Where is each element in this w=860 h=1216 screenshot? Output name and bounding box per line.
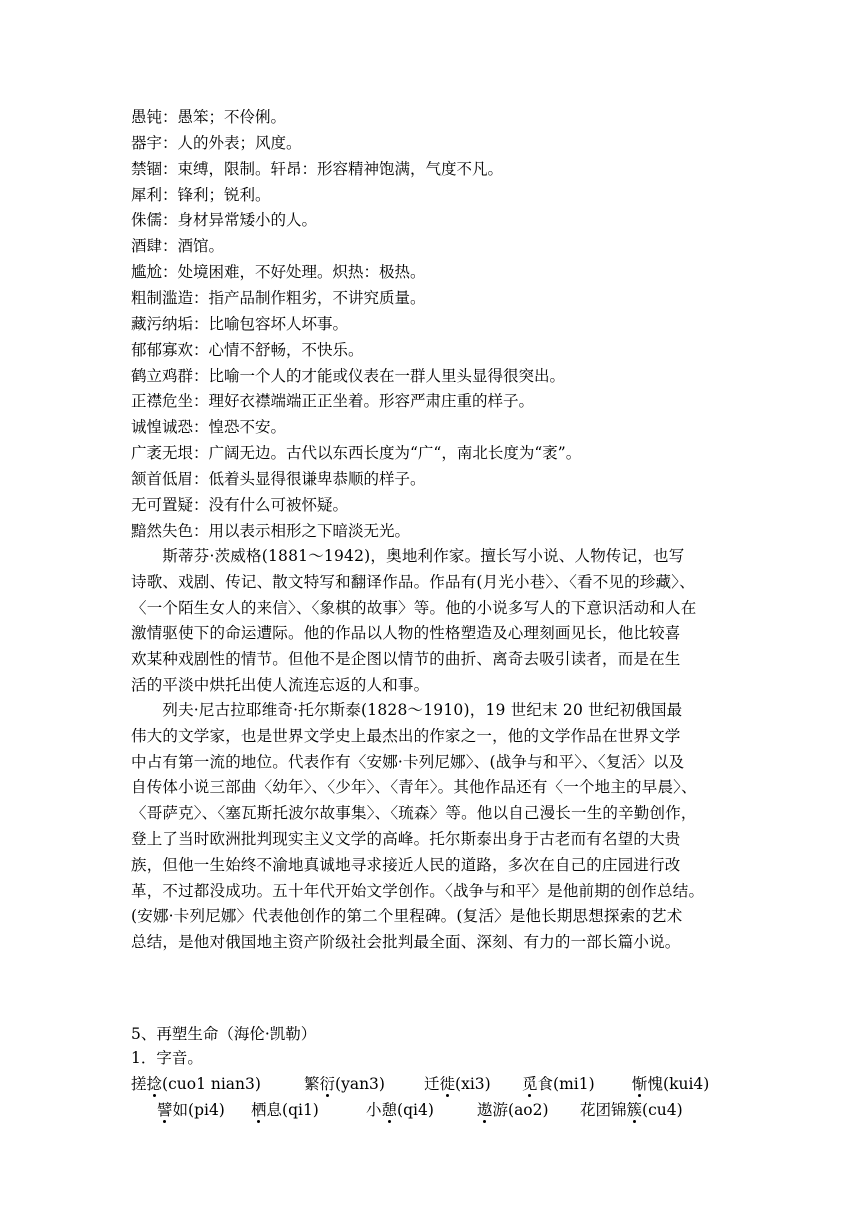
pinyin-target-char: 遨 bbox=[477, 1101, 493, 1119]
pinyin-text: 小 bbox=[366, 1101, 382, 1119]
pinyin-text: 搓 bbox=[131, 1075, 147, 1093]
glossary-item: 正襟危坐：理好衣襟端端正正坐着。形容严肃庄重的样子。 bbox=[131, 392, 535, 410]
glossary-item: 郁郁寡欢：心情不舒畅，不快乐。 bbox=[131, 341, 364, 359]
pinyin-text: 繁 bbox=[304, 1075, 320, 1093]
pinyin-text: (cu4) bbox=[642, 1101, 683, 1119]
paragraph-line: 总结，是他对俄国地主资产阶级社会批判最全面、深刻、有力的一部长篇小说。 bbox=[131, 933, 681, 951]
pinyin-text: 游(ao2) bbox=[492, 1101, 549, 1119]
pinyin-item bbox=[157, 1100, 225, 1120]
paragraph-line: 〈哥萨克〉、〈塞瓦斯托波尔故事集〉、〈琉森〉等。他以自己漫长一生的辛勤创作， bbox=[131, 804, 697, 822]
pinyin-item bbox=[632, 1074, 709, 1094]
pinyin-target-char: 栖 bbox=[251, 1101, 267, 1119]
glossary-item: 尴尬：处境困难，不好处理。炽热：极热。 bbox=[131, 263, 426, 281]
pinyin-text: 息(qi1) bbox=[266, 1101, 319, 1119]
pinyin-target-char: 惭 bbox=[632, 1075, 648, 1093]
paragraph-line: (安娜·卡列尼娜〉代表他创作的第二个里程碑。(复活〉是他长期思想探索的艺术 bbox=[131, 907, 683, 925]
pinyin-text: 如(pi4) bbox=[172, 1101, 225, 1119]
pinyin-target-char: 簇 bbox=[626, 1101, 643, 1119]
glossary-item: 广袤无垠：广阔无边。古代以东西长度为“广“，南北长度为“袤”。 bbox=[131, 444, 582, 462]
pinyin-item bbox=[304, 1074, 385, 1094]
pinyin-item bbox=[131, 1074, 261, 1094]
glossary-item: 颔首低眉：低着头显得很谦卑恭顺的样子。 bbox=[131, 470, 426, 488]
paragraph-line: 欢某种戏剧性的情节。但他不是企图以情节的曲折、离奇去吸引读者，而是在生 bbox=[131, 650, 681, 668]
pinyin-target-char: 衍 bbox=[319, 1075, 336, 1093]
glossary-item: 器宇：人的外表；风度。 bbox=[131, 134, 302, 152]
glossary-item: 藏污纳垢：比喻包容坏人坏事。 bbox=[131, 315, 349, 333]
pinyin-text: 愧(kui4) bbox=[647, 1075, 710, 1093]
pinyin-item bbox=[424, 1074, 491, 1094]
paragraph-line: 活的平淡中烘托出使人流连忘返的人和事。 bbox=[131, 676, 430, 694]
glossary-item: 愚钝：愚笨；不伶俐。 bbox=[131, 108, 287, 126]
pinyin-item bbox=[522, 1074, 595, 1094]
pinyin-target-char: 徙 bbox=[439, 1075, 456, 1093]
glossary-item: 犀利：锋利；锐利。 bbox=[131, 186, 271, 204]
paragraph-line: 激情驱使下的命运遭际。他的作品以人物的性格塑造及心理刻画见长，他比较喜 bbox=[131, 624, 681, 642]
paragraph-line: 列夫·尼古拉耶维奇·托尔斯泰(1828～1910)，19 世纪末 20 世纪初俄国最 bbox=[131, 701, 683, 719]
paragraph-line: 自传体小说三部曲〈幼年〉、〈少年〉、〈青年〉。其他作品还有〈一个地主的早晨〉、 bbox=[131, 778, 697, 796]
pinyin-text: 食(mi1) bbox=[537, 1075, 595, 1093]
pinyin-text: (xi3) bbox=[455, 1075, 491, 1093]
pinyin-text: (yan3) bbox=[335, 1075, 385, 1093]
paragraph-line: 中占有第一流的地位。代表作有〈安娜·卡列尼娜〉、(战争与和平〉、〈复活〉以及 bbox=[131, 753, 685, 771]
pinyin-target-char: 譬 bbox=[157, 1101, 173, 1119]
pinyin-text: (cuo1 nian3) bbox=[162, 1075, 261, 1093]
glossary-item: 侏儒：身材异常矮小的人。 bbox=[131, 211, 318, 229]
glossary-item: 黯然失色：用以表示相形之下暗淡无光。 bbox=[131, 522, 411, 540]
pinyin-target-char: 憩 bbox=[381, 1101, 398, 1119]
pinyin-item bbox=[580, 1100, 683, 1120]
pinyin-target-char: 觅 bbox=[522, 1075, 538, 1093]
paragraph-line: 斯蒂芬·茨威格(1881～1942)，奥地利作家。擅长写小说、人物传记，也写 bbox=[131, 547, 685, 565]
pinyin-text: 迁 bbox=[424, 1075, 440, 1093]
paragraph-line: 族，但他一生始终不渝地真诚地寻求接近人民的道路，多次在自己的庄园进行改 bbox=[131, 856, 681, 874]
pinyin-text: (qi4) bbox=[397, 1101, 434, 1119]
glossary-item: 鹤立鸡群：比喻一个人的才能或仪表在一群人里头显得很突出。 bbox=[131, 367, 566, 385]
glossary-item: 禁锢：束缚，限制。轩昂：形容精神饱满，气度不凡。 bbox=[131, 160, 504, 178]
pinyin-item bbox=[477, 1100, 549, 1120]
paragraph-line: 伟大的文学家，也是世界文学史上最杰出的作家之一，他的文学作品在世界文学 bbox=[131, 727, 681, 745]
glossary-item: 酒肆：酒馆。 bbox=[131, 237, 225, 255]
pinyin-target-char: 捻 bbox=[146, 1075, 163, 1093]
paragraph-line: 〈一个陌生女人的来信〉、〈象棋的故事〉等。他的小说多写人的下意识活动和人在 bbox=[131, 599, 697, 617]
paragraph-line: 革，不过都没成功。五十年代开始文学创作。〈战争与和平〉是他前期的创作总结。 bbox=[131, 882, 705, 900]
glossary-item: 无可置疑：没有什么可被怀疑。 bbox=[131, 496, 349, 514]
section-subheading: 1．字音。 bbox=[131, 1049, 203, 1067]
section-heading: 5、再塑生命（海伦·凯勒） bbox=[131, 1025, 317, 1043]
pinyin-text: 花团锦 bbox=[580, 1101, 627, 1119]
glossary-item: 粗制滥造：指产品制作粗劣，不讲究质量。 bbox=[131, 289, 426, 307]
paragraph-line: 诗歌、戏剧、传记、散文特写和翻译作品。作品有(月光小巷〉、〈看不见的珍藏〉、 bbox=[131, 573, 695, 591]
paragraph-line: 登上了当时欧洲批判现实主义文学的高峰。托尔斯泰出身于古老而有名望的大贵 bbox=[131, 830, 681, 848]
glossary-item: 诚惶诚恐：惶恐不安。 bbox=[131, 418, 287, 436]
pinyin-item bbox=[366, 1100, 434, 1120]
pinyin-item bbox=[251, 1100, 319, 1120]
